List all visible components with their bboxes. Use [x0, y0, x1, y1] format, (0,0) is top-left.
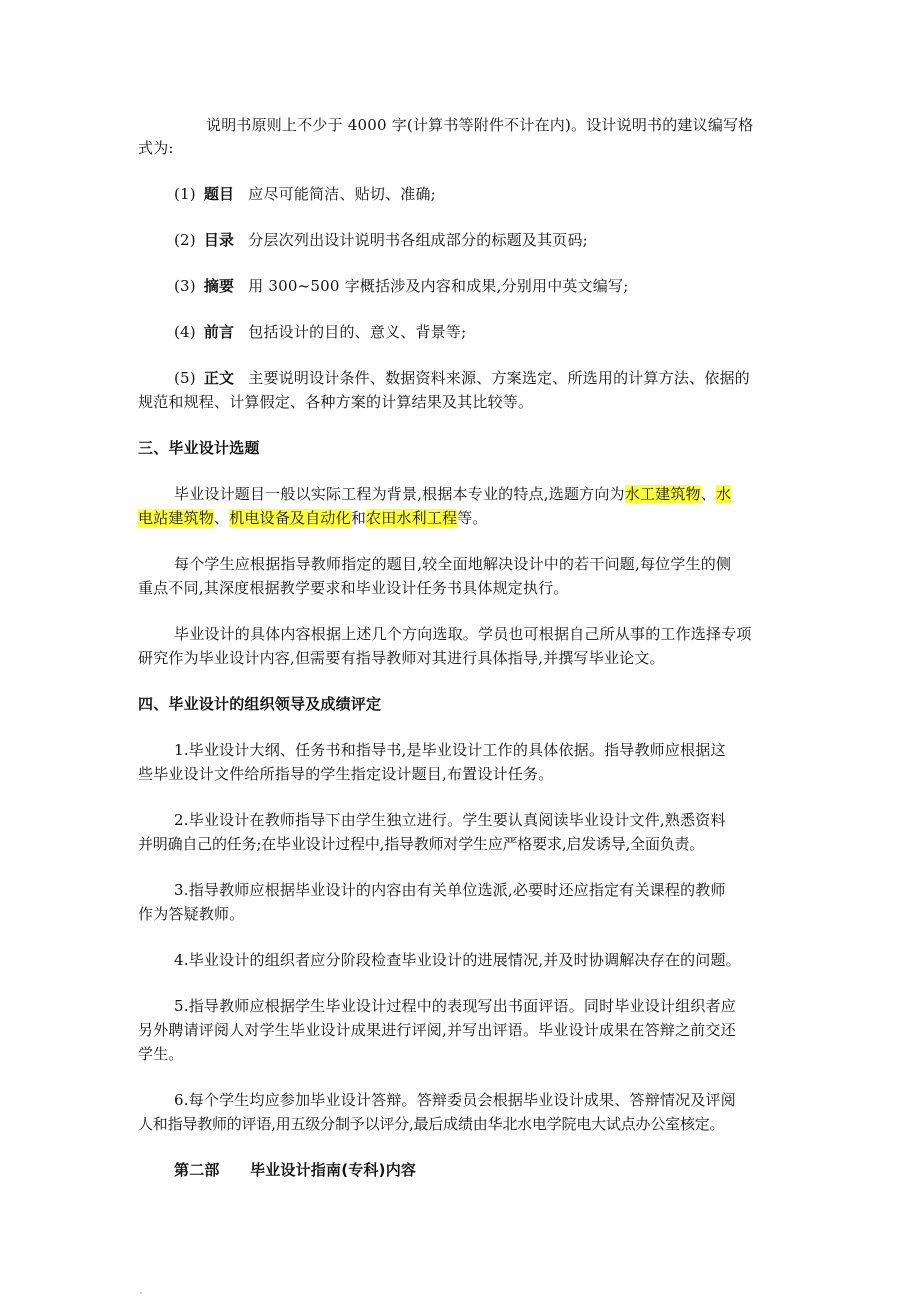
section-4-paragraph-4-line-1: 4.毕业设计的组织者应分阶段检查毕业设计的进展情况,并及时协调解决存在的问题。 [174, 951, 741, 969]
item-label: 正文 [203, 369, 235, 387]
item-text: 主要说明设计条件、数据资料来源、方案选定、所选用的计算方法、依据的 [248, 369, 750, 387]
intro-line-1: 说明书原则上不少于 4000 字(计算书等附件不计在内)。设计说明书的建议编写格 [206, 116, 754, 134]
item-text: 分层次列出设计说明书各组成部分的标题及其页码; [248, 231, 588, 249]
section-4-paragraph-1-line-2: 些毕业设计文件给所指导的学生指定设计题目,布置设计任务。 [138, 765, 554, 783]
text-run: 、 [214, 509, 230, 527]
item-label: 题目 [203, 185, 235, 203]
item-text: 用 300~500 字概括涉及内容和成果,分别用中英文编写; [248, 277, 629, 295]
text-run: 、 [700, 485, 716, 503]
section-4-paragraph-1-line-1: 1.毕业设计大纲、任务书和指导书,是毕业设计工作的具体依据。指导教师应根据这 [174, 741, 726, 759]
item-5-continuation: 规范和规程、计算假定、各种方案的计算结果及其比较等。 [138, 393, 534, 411]
item-label: 前言 [203, 323, 235, 341]
section-3-paragraph-1-line-1 [138, 483, 824, 505]
item-1 [138, 183, 824, 205]
item-number: (1) [174, 185, 196, 203]
text-run: 和 [350, 509, 367, 527]
section-4-paragraph-2-line-1: 2.毕业设计在教师指导下由学生独立进行。学生要认真阅读毕业设计文件,熟悉资料 [174, 811, 726, 829]
item-2 [138, 229, 824, 251]
highlight-irrigation: 农田水利工程 [366, 509, 458, 527]
part-2-heading: 第二部 毕业设计指南(专科)内容 [174, 1161, 417, 1179]
page-footer-mark [140, 1292, 142, 1294]
section-4-paragraph-5-line-2: 另外聘请评阅人对学生毕业设计成果进行评阅,并写出评语。毕业设计成果在答辩之前交还 [138, 1021, 736, 1039]
section-3-heading: 三、毕业设计选题 [138, 439, 260, 457]
section-3-paragraph-2-line-1: 每个学生应根据指导教师指定的题目,较全面地解决设计中的若干问题,每位学生的侧 [174, 555, 732, 573]
highlight-hydropower-start: 水 [715, 485, 732, 503]
section-4-paragraph-2-line-2: 并明确自己的任务;在毕业设计过程中,指导教师对学生应严格要求,启发诱导,全面负责。 [138, 835, 705, 853]
item-number: (5) [174, 369, 196, 387]
item-text: 包括设计的目的、意义、背景等; [248, 323, 467, 341]
text-run: 等。 [457, 509, 488, 527]
item-label: 目录 [203, 231, 235, 249]
highlight-hydraulic-structures: 水工建筑物 [624, 485, 701, 503]
item-3 [138, 275, 824, 297]
item-label: 摘要 [203, 277, 235, 295]
item-number: (2) [174, 231, 196, 249]
item-4 [138, 321, 824, 343]
intro-line-2: 式为: [138, 139, 174, 157]
section-4-paragraph-5-line-3: 学生。 [138, 1045, 184, 1063]
highlight-electromechanical: 机电设备及自动化 [229, 509, 351, 527]
section-4-paragraph-3-line-1: 3.指导教师应根据毕业设计的内容由有关单位选派,必要时还应指定有关课程的教师 [174, 881, 726, 899]
item-number: (3) [174, 277, 196, 295]
section-3-paragraph-3-line-1: 毕业设计的具体内容根据上述几个方向选取。学员也可根据自己所从事的工作选择专项 [174, 625, 752, 643]
section-3-paragraph-1-line-2 [138, 507, 788, 529]
section-4-paragraph-3-line-2: 作为答疑教师。 [138, 905, 245, 923]
section-4-paragraph-5-line-1: 5.指导教师应根据学生毕业设计过程中的表现写出书面评语。同时毕业设计组织者应 [174, 997, 736, 1015]
highlight-hydropower-station: 电站建筑物 [138, 509, 215, 527]
text-run: 毕业设计题目一般以实际工程为背景,根据本专业的特点,选题方向为 [174, 485, 625, 503]
item-5 [138, 367, 824, 389]
section-4-paragraph-6-line-2: 人和指导教师的评语,用五级分制予以评分,最后成绩由华北水电学院电大试点办公室核定。 [138, 1115, 725, 1133]
section-4-paragraph-6-line-1: 6.每个学生均应参加毕业设计答辩。答辩委员会根据毕业设计成果、答辩情况及评阅 [174, 1091, 736, 1109]
item-number: (4) [174, 323, 196, 341]
section-3-paragraph-2-line-2: 重点不同,其深度根据教学要求和毕业设计任务书具体规定执行。 [138, 579, 569, 597]
section-3-paragraph-3-line-2: 研究作为毕业设计内容,但需要有指导教师对其进行具体指导,并撰写毕业论文。 [138, 649, 665, 667]
item-text: 应尽可能简洁、贴切、准确; [248, 185, 436, 203]
section-4-heading: 四、毕业设计的组织领导及成绩评定 [138, 695, 382, 713]
